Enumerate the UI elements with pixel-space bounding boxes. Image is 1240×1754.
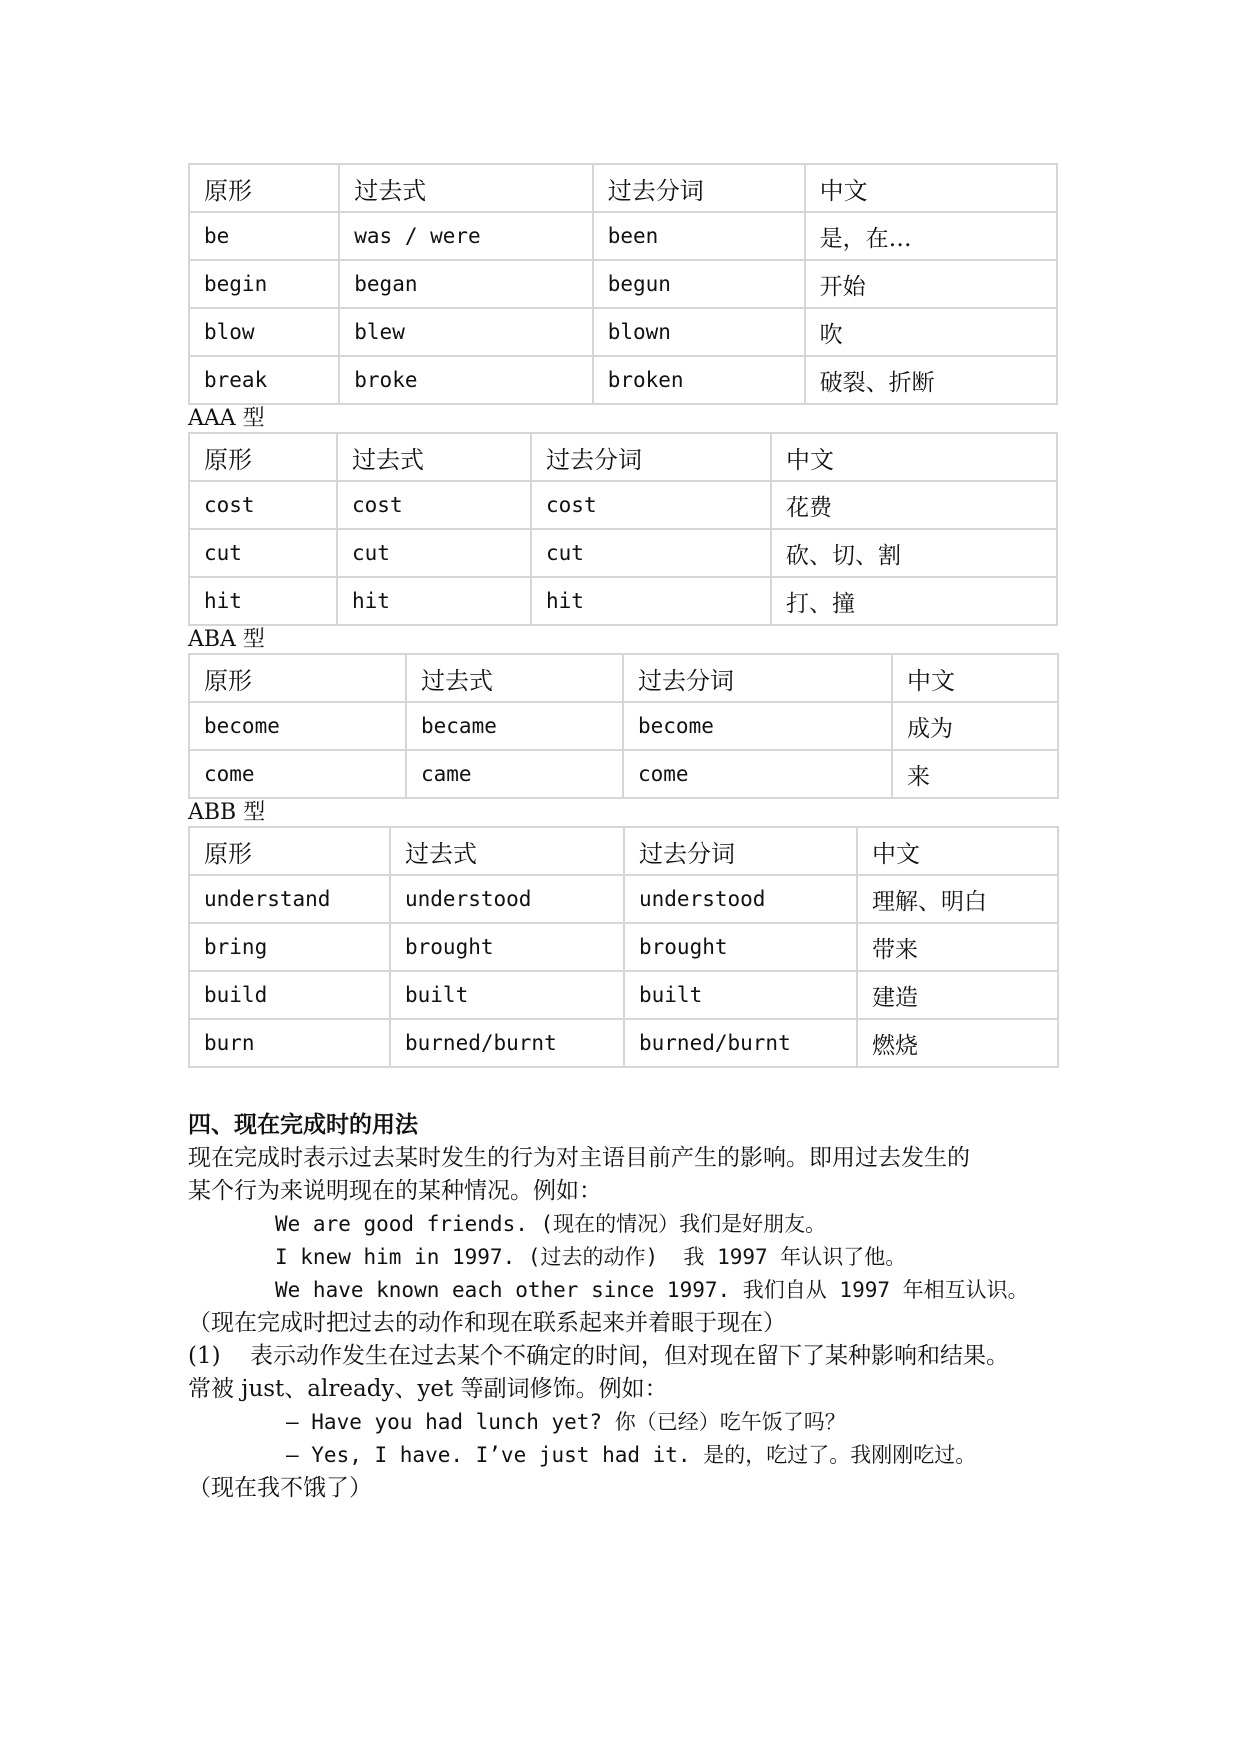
- table-cell: 花费: [771, 481, 1057, 529]
- note-line: （现在完成时把过去的动作和现在联系起来并着眼于现在）: [188, 1310, 786, 1336]
- dialog-line: — Yes, I have. I’ve just had it. 是的，吃过了。我刚刚吃过。: [286, 1443, 977, 1467]
- table-header-row: [189, 654, 1058, 702]
- item-text: 表示动作发生在过去某个不确定的时间，但对现在留下了某种影响和结果。: [250, 1343, 1009, 1369]
- table-cell: begin: [189, 260, 339, 308]
- table-cell: 燃烧: [857, 1019, 1058, 1067]
- table-cell: became: [406, 702, 623, 750]
- table-cell: hit: [337, 577, 531, 625]
- table-row: [189, 577, 1057, 625]
- header-cell-participle: 过去分词: [624, 827, 857, 875]
- header-cell-chinese: 中文: [771, 433, 1057, 481]
- item-line-2: 常被 just、already、yet 等副词修饰。例如：: [188, 1376, 668, 1402]
- table-cell: blew: [339, 308, 592, 356]
- table-cell: become: [623, 702, 892, 750]
- header-cell-past: 过去式: [390, 827, 624, 875]
- header-cell-chinese: 中文: [857, 827, 1058, 875]
- table-row: [189, 971, 1058, 1019]
- table-cell: burn: [189, 1019, 390, 1067]
- table-header-row: [189, 433, 1057, 481]
- table-cell: brought: [624, 923, 857, 971]
- header-cell-base: 原形: [189, 827, 390, 875]
- header-cell-base: 原形: [189, 164, 339, 212]
- intro-line-2: 某个行为来说明现在的某种情况。例如：: [188, 1178, 602, 1204]
- table-cell: understood: [624, 875, 857, 923]
- table-cell: brought: [390, 923, 624, 971]
- table-cell: bring: [189, 923, 390, 971]
- table-cell: cost: [337, 481, 531, 529]
- table-cell: be: [189, 212, 339, 260]
- table-cell: cut: [531, 529, 771, 577]
- table-cell: understand: [189, 875, 390, 923]
- table-cell: built: [624, 971, 857, 1019]
- header-cell-participle: 过去分词: [593, 164, 805, 212]
- table-row: [189, 750, 1058, 798]
- table-row: [189, 702, 1058, 750]
- document-content: [188, 163, 1058, 1505]
- table-row: [189, 356, 1057, 404]
- table-cell: 建造: [857, 971, 1058, 1019]
- table-cell: 砍、切、割: [771, 529, 1057, 577]
- table-row: [189, 923, 1058, 971]
- usage-item-1: [188, 1340, 1058, 1373]
- table-cell: hit: [531, 577, 771, 625]
- table-cell: 破裂、折断: [805, 356, 1057, 404]
- table-header-row: [189, 827, 1058, 875]
- table-cell: cut: [337, 529, 531, 577]
- table-cell: 理解、明白: [857, 875, 1058, 923]
- header-cell-base: 原形: [189, 433, 337, 481]
- header-cell-past: 过去式: [406, 654, 623, 702]
- table-cell: came: [406, 750, 623, 798]
- header-cell-chinese: 中文: [805, 164, 1057, 212]
- table-row: [189, 1019, 1058, 1067]
- table-cell: began: [339, 260, 592, 308]
- table-cell: come: [623, 750, 892, 798]
- table-row: [189, 308, 1057, 356]
- table-row: [189, 875, 1058, 923]
- table-cell: understood: [390, 875, 624, 923]
- header-cell-chinese: 中文: [892, 654, 1058, 702]
- table-row: [189, 212, 1057, 260]
- example-sentence: I knew him in 1997. (过去的动作) 我 1997 年认识了他。: [275, 1245, 907, 1269]
- section-label-abb: ABB 型: [188, 800, 266, 825]
- example-sentence: We have known each other since 1997. 我们自从 1997 年相互认识。: [275, 1278, 1029, 1302]
- table-cell: built: [390, 971, 624, 1019]
- section-heading: 四、现在完成时的用法: [188, 1112, 418, 1138]
- table-cell: cost: [189, 481, 337, 529]
- table-cell: cost: [531, 481, 771, 529]
- table-cell: blow: [189, 308, 339, 356]
- table-cell: was / were: [339, 212, 592, 260]
- header-cell-past: 过去式: [337, 433, 531, 481]
- aaa-verbs-table: [188, 432, 1058, 626]
- table-cell: cut: [189, 529, 337, 577]
- table-cell: 来: [892, 750, 1058, 798]
- closing-line: （现在我不饿了）: [188, 1475, 372, 1501]
- dialog-line: — Have you had lunch yet? 你（已经）吃午饭了吗？: [286, 1410, 846, 1434]
- table-cell: burned/burnt: [624, 1019, 857, 1067]
- table-cell: burned/burnt: [390, 1019, 624, 1067]
- aba-verbs-table: [188, 653, 1059, 799]
- irregular-verbs-table: [188, 163, 1058, 405]
- table-cell: 成为: [892, 702, 1058, 750]
- header-cell-past: 过去式: [339, 164, 592, 212]
- table-cell: blown: [593, 308, 805, 356]
- item-number: (1): [188, 1343, 221, 1369]
- table-row: [189, 260, 1057, 308]
- table-cell: been: [593, 212, 805, 260]
- table-row: [189, 481, 1057, 529]
- table-cell: come: [189, 750, 406, 798]
- table-cell: hit: [189, 577, 337, 625]
- table-cell: 带来: [857, 923, 1058, 971]
- table-row: [189, 529, 1057, 577]
- example-sentence: We are good friends. (现在的情况）我们是好朋友。: [275, 1212, 827, 1236]
- table-cell: 开始: [805, 260, 1057, 308]
- section-label-aaa: AAA 型: [188, 406, 265, 431]
- table-cell: broken: [593, 356, 805, 404]
- table-cell: broke: [339, 356, 592, 404]
- table-cell: break: [189, 356, 339, 404]
- header-cell-participle: 过去分词: [531, 433, 771, 481]
- table-header-row: [189, 164, 1057, 212]
- abb-verbs-table: [188, 826, 1059, 1068]
- intro-line-1: 现在完成时表示过去某时发生的行为对主语目前产生的影响。即用过去发生的: [188, 1145, 970, 1171]
- table-cell: 是，在…: [805, 212, 1057, 260]
- table-cell: become: [189, 702, 406, 750]
- table-cell: 吹: [805, 308, 1057, 356]
- table-cell: build: [189, 971, 390, 1019]
- table-cell: 打、撞: [771, 577, 1057, 625]
- header-cell-base: 原形: [189, 654, 406, 702]
- section-label-aba: ABA 型: [188, 627, 265, 652]
- header-cell-participle: 过去分词: [623, 654, 892, 702]
- table-cell: begun: [593, 260, 805, 308]
